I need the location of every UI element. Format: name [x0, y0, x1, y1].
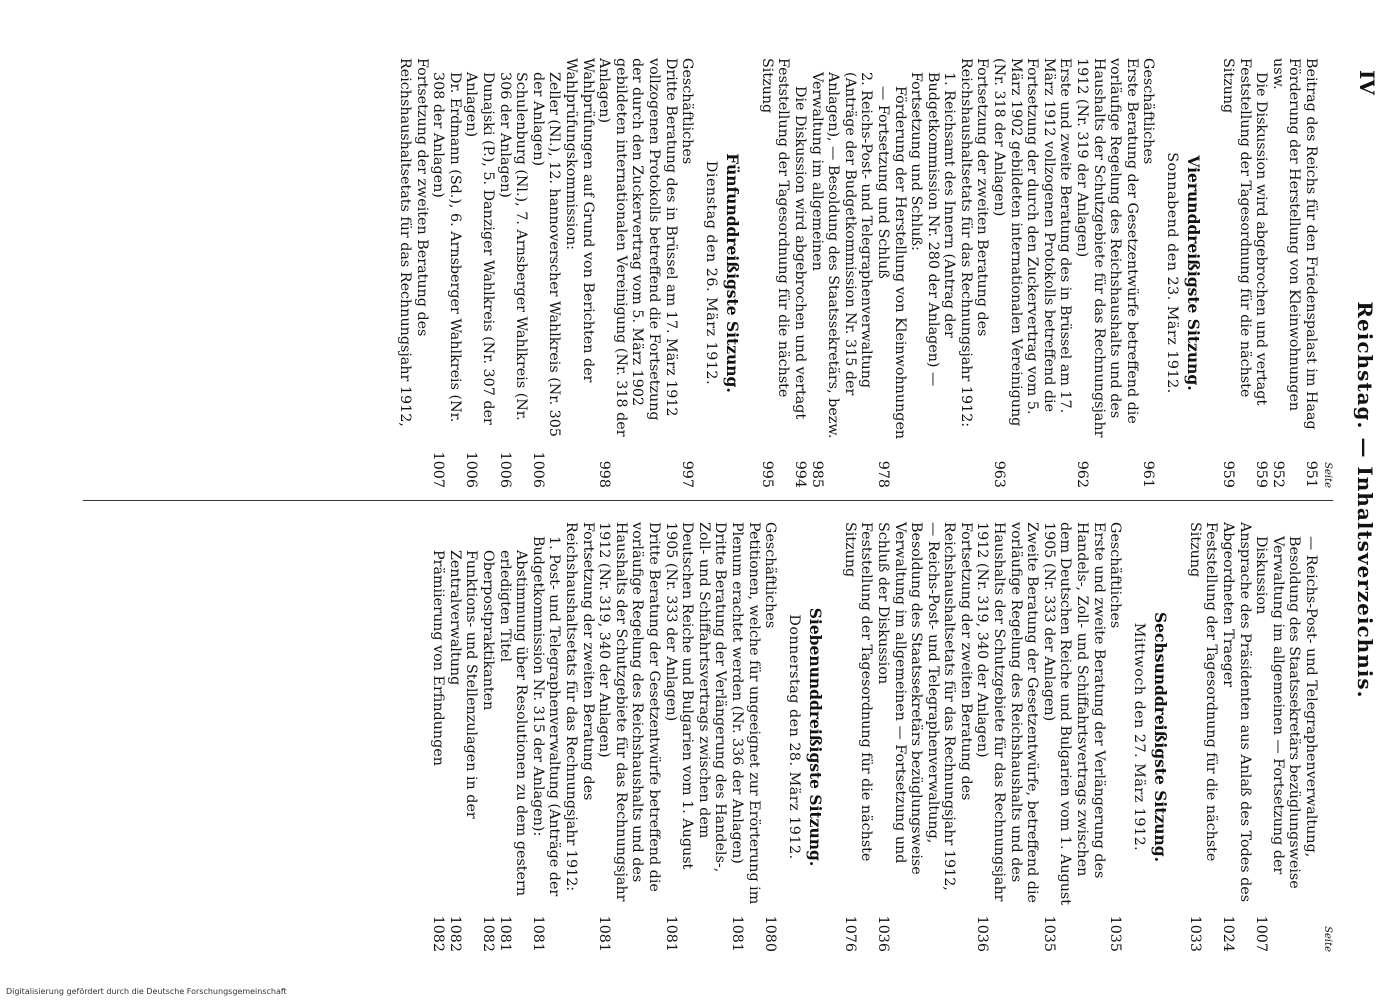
toc-entry-text: Dritte Beratung der Gesetzentwürfe betreffend die vorläufige Regelung des Reichshaushalts und des Haushalts der Schutzgebiete für das Rechnungsjahr 1912 (Nr. 319, 340 der Anlagen)	[596, 522, 662, 902]
page-title: Reichstag. — Inhaltsverzeichnis.	[1353, 301, 1377, 699]
toc-entry-page: 994	[791, 460, 808, 488]
toc-entry-text: Förderung der Herstellung von Kleinwohnungen usw.	[1269, 58, 1303, 412]
toc-entry-text: Funktions- und Stellenzulagen in der Zentralverwaltung	[446, 550, 480, 819]
session-heading: Fünfunddreißigste Sitzung.	[723, 153, 743, 393]
toc-entry-page: 1036	[974, 915, 991, 952]
toc-entry-text: Geschäftliches	[762, 522, 779, 629]
toc-entry-page: 1033	[1186, 915, 1203, 952]
toc-entry-page: 959	[1253, 460, 1270, 488]
toc-entry	[397, 58, 430, 488]
toc-entry-text: Oberpostpraktikanten	[480, 550, 497, 711]
toc-entry-text: Geschäftliches	[1107, 522, 1124, 629]
toc-entry-text: Feststellung der Tagesordnung für die nächste Sitzung	[1220, 58, 1253, 398]
page-number: IV	[1355, 70, 1379, 95]
toc-entry-page: 1006	[496, 451, 513, 488]
toc-entry	[496, 522, 529, 952]
toc-entry-text: Erste Beratung der Gesetzentwürfe betreffend die vorläufige Regelung des Reichshaushalts und des Haushalts der Schutzgebiete für das Rechnungsjahr 1912 (Nr. 319 der Anlagen)	[1074, 58, 1140, 438]
toc-entry	[479, 522, 496, 952]
toc-entry	[562, 522, 595, 952]
toc-entry	[758, 58, 791, 488]
toc-entry-text: 1. Post- und Telegraphenverwaltung (Anträge der Budgetkommission Nr. 315 der Anlagen):	[529, 536, 563, 897]
toc-entry-page: 1024	[1220, 915, 1237, 952]
toc-entry-text: 2. Reichs-Post- und Telegraphenverwaltung (Anträge der Budgetkommission Nr. 315 der Anlagen), — Besoldung des Staatssekretärs, bezw. Verwaltung im allgemeinen	[808, 72, 875, 439]
toc-entry-page: 997	[679, 460, 696, 488]
toc-entry	[1040, 522, 1106, 952]
toc-entry	[430, 58, 463, 488]
toc-entry	[679, 58, 696, 488]
toc-entry	[1219, 522, 1252, 952]
toc-entry-page: 1081	[728, 915, 745, 952]
toc-entry-text: Zweite Beratung der Gesetzentwürfe, betreffend die vorläufige Regelung des Reichshaushalts und des Haushalts der Schutzgebiete für das Rechnungsjahr 1912 (Nr. 319, 340 der Anlagen)	[974, 522, 1041, 903]
toc-entry-page: 1006	[463, 451, 480, 488]
page-header	[1343, 0, 1383, 1000]
toc-entry-text: Beitrag des Reichs für den Friedenspalast im Haag	[1303, 58, 1319, 430]
digitization-credit	[0, 982, 1383, 996]
toc-entry-page: 962	[1074, 460, 1091, 488]
toc-entry	[874, 58, 907, 488]
toc-entry	[430, 522, 447, 952]
toc-entry	[991, 58, 1074, 488]
toc-entry-text: Feststellung der Tagesordnung für die nächste Sitzung	[841, 522, 875, 862]
toc-entry-text: Petitionen, welche für ungeeignet zur Erörterung im Plenum erachtet werden (Nr. 336 der Anlagen)	[728, 522, 762, 905]
toc-entry	[1219, 58, 1252, 488]
right-column-page-label: Seite	[1322, 926, 1333, 952]
toc-entry-text: Geschäftliches	[1140, 58, 1157, 165]
toc-entry-text: Dr. Erdmann (Sd.), 6. Arnsberger Wahlkreis (Nr. 308 der Anlagen)	[430, 72, 463, 423]
toc-entry-page: 959	[1220, 460, 1237, 488]
toc-entry	[1073, 58, 1139, 488]
toc-entry-page: 985	[808, 460, 825, 488]
toc-entry-page: 1082	[480, 915, 497, 952]
toc-entry-text: Zeller (Nl.), 12. hannoverscher Wahlkreis (Nr. 305 der Anlagen)	[529, 72, 563, 437]
toc-entry	[1186, 522, 1219, 952]
toc-entry-text: Geschäftliches	[679, 58, 696, 165]
toc-entry	[446, 522, 479, 952]
toc-entry-text: Fortsetzung der zweiten Beratung des Reichshaushaltsetats für das Rechnungsjahr 1912, — Reichs-Post- und Telegraphenverwaltung, Besoldung des Staatssekretärs bezüglungsweise Verwaltung im allgemeinen — Fortsetzung und Schluß der Diskussion	[874, 522, 974, 891]
toc-entry	[529, 522, 562, 952]
toc-entry-text: Die Diskussion wird abgebrochen und vertagt	[1253, 72, 1270, 406]
toc-entry	[1269, 58, 1302, 488]
toc-entry-text: Fortsetzung der zweiten Beratung des Reichshaushaltsetats für das Rechnungsjahr 1912:	[563, 522, 596, 892]
session-date: Dienstag den 26. März 1912.	[703, 160, 720, 386]
toc-entry	[596, 522, 662, 952]
toc-entry	[562, 58, 595, 488]
session-heading: Vierunddreißigste Sitzung.	[1184, 155, 1204, 391]
toc-entry-text: Dritte Beratung des in Brüssel am 17. März 1912 vollzogenen Protokolls betreffend die Fortsetzung der durch den Zuckervertrag vom 5. März 1902 gebildeten internationalen Vereinigung (Nr. 318 der Anlagen)	[596, 58, 679, 437]
right-column	[430, 522, 1333, 952]
toc-entry-page: 1081	[529, 915, 546, 952]
toc-entry-text: Prämiierung von Erfindungen	[430, 550, 447, 766]
toc-entry	[808, 58, 874, 488]
session-heading: Sechsunddreißigste Sitzung.	[1151, 611, 1171, 863]
toc-entry-text: Ansprache des Präsidenten aus Anlaß des Todes des Abgeordneten Traeger	[1220, 522, 1253, 903]
session-date: Donnerstag den 28. März 1912.	[786, 614, 803, 860]
toc-entry-page: 963	[991, 460, 1008, 488]
toc-entry-text: Fortsetzung der zweiten Beratung des Reichshaushaltsetats für das Rechnungsjahr 1912:	[957, 58, 991, 428]
toc-entry-page: 1036	[874, 915, 891, 952]
toc-entry-page: 1035	[1040, 915, 1057, 952]
toc-entry-text: Förderung der Herstellung von Kleinwohnungen — Fortsetzung und Schluß	[874, 86, 908, 440]
toc-entry-page: 978	[874, 460, 891, 488]
session-heading: Siebenunddreißigste Sitzung.	[806, 607, 826, 867]
toc-entry-page: 1035	[1107, 915, 1124, 952]
toc-entry-page: 1081	[596, 915, 613, 952]
session-date: Mittwoch den 27. März 1912.	[1131, 622, 1148, 852]
left-column-page-label: Seite	[1322, 462, 1333, 488]
toc-entry	[1302, 58, 1319, 488]
toc-entry-text: Feststellung der Tagesordnung für die nächste Sitzung	[1186, 522, 1220, 862]
toc-entry-page: 1082	[446, 915, 463, 952]
left-column	[397, 58, 1334, 488]
toc-entry	[762, 522, 779, 952]
toc-entry	[1253, 58, 1270, 488]
toc-entry	[728, 522, 761, 952]
toc-entry-text: Wahlprüfungen auf Grund von Berichten der Wahlprüfungskommission:	[563, 58, 596, 383]
toc-entry	[874, 522, 974, 952]
toc-entry-page: 995	[758, 460, 775, 488]
toc-entry-text: Feststellung der Tagesordnung für die nächste Sitzung	[758, 58, 792, 398]
toc-entry	[841, 522, 874, 952]
document-page	[83, 0, 1383, 1000]
session-date: Sonnabend den 23. März 1912.	[1164, 152, 1181, 394]
toc-entry-page: 1007	[1253, 915, 1270, 952]
toc-entry-page: 998	[596, 460, 613, 488]
toc-entry-text: Dunajski (P.), 5. Danziger Wahlkreis (Nr. 307 der Anlagen)	[463, 72, 497, 425]
toc-entry	[957, 58, 990, 488]
toc-entry	[496, 58, 529, 488]
toc-entry-page: 1081	[496, 915, 513, 952]
toc-entry	[529, 58, 562, 488]
toc-entry-text: Die Diskussion wird abgebrochen und vertagt	[791, 86, 808, 420]
toc-entry-page: 952	[1269, 460, 1286, 488]
toc-entry-page: 1082	[430, 915, 447, 952]
toc-entry	[662, 522, 728, 952]
credit-text: Digitalisierung gefördert durch die Deutsche Forschungsgemeinschaft	[6, 987, 287, 996]
toc-entry	[791, 58, 808, 488]
toc-entry-text: Erste und zweite Beratung der Verlängerung des Handels-, Zoll- und Schiffahrtsvertrags zwischen dem Deutschen Reiche und Bulgarien vom 1. August 1905 (Nr. 333 der Anlagen)	[1040, 522, 1107, 906]
toc-entry	[1107, 522, 1124, 952]
toc-entry	[1140, 58, 1157, 488]
toc-entry-text: Schulenburg (Nl.), 7. Arnsberger Wahlkreis (Nr. 306 der Anlagen)	[496, 72, 530, 421]
toc-entry-text: 1. Reichsamt des Innern (Antrag der Budgetkommission Nr. 280 der Anlagen) — Fortsetzung und Schluß:	[908, 72, 958, 387]
toc-entry-page: 1006	[529, 451, 546, 488]
toc-entry-text: — Reichs-Post- und Telegraphenverwaltung, Besoldung des Staatssekretärs bezüglungsweise Verwaltung im allgemeinen — Fortsetzung der Diskussion	[1253, 536, 1319, 889]
toc-entry-text: Dritte Beratung der Verlängerung des Handels-, Zoll- und Schiffahrtsvertrags zwischen dem Deutschen Reiche und Bulgarien vom 1. August 1905 (Nr. 333 der Anlagen)	[662, 522, 729, 873]
toc-entry-page: 951	[1303, 460, 1319, 488]
toc-entry-text: Abstimmung über Resolutionen zu dem gestern erledigten Titel	[496, 550, 530, 897]
toc-entry-page: 1081	[662, 915, 679, 952]
toc-entry-page: 1076	[841, 915, 858, 952]
toc-entry	[1253, 522, 1319, 952]
toc-entry-page: 1007	[430, 451, 447, 488]
toc-entry	[463, 58, 496, 488]
column-divider	[83, 500, 1333, 501]
toc-entry-text: Erste und zweite Beratung des in Brüssel am 17. März 1912 vollzogenen Protokolls betreffend die Fortsetzung der durch den Zuckervertrag vom 5. März 1902 gebildeten internationalen Vereinigung (Nr. 318 der Anlagen)	[991, 58, 1074, 427]
toc-entry-page: 1080	[762, 915, 779, 952]
toc-entry	[974, 522, 1040, 952]
toc-entry-text: Fortsetzung der zweiten Beratung des Reichshaushaltsetats für das Rechnungsjahr 1912,	[397, 58, 430, 427]
toc-entry	[908, 58, 958, 488]
toc-entry	[596, 58, 679, 488]
toc-entry-page: 961	[1140, 460, 1157, 488]
